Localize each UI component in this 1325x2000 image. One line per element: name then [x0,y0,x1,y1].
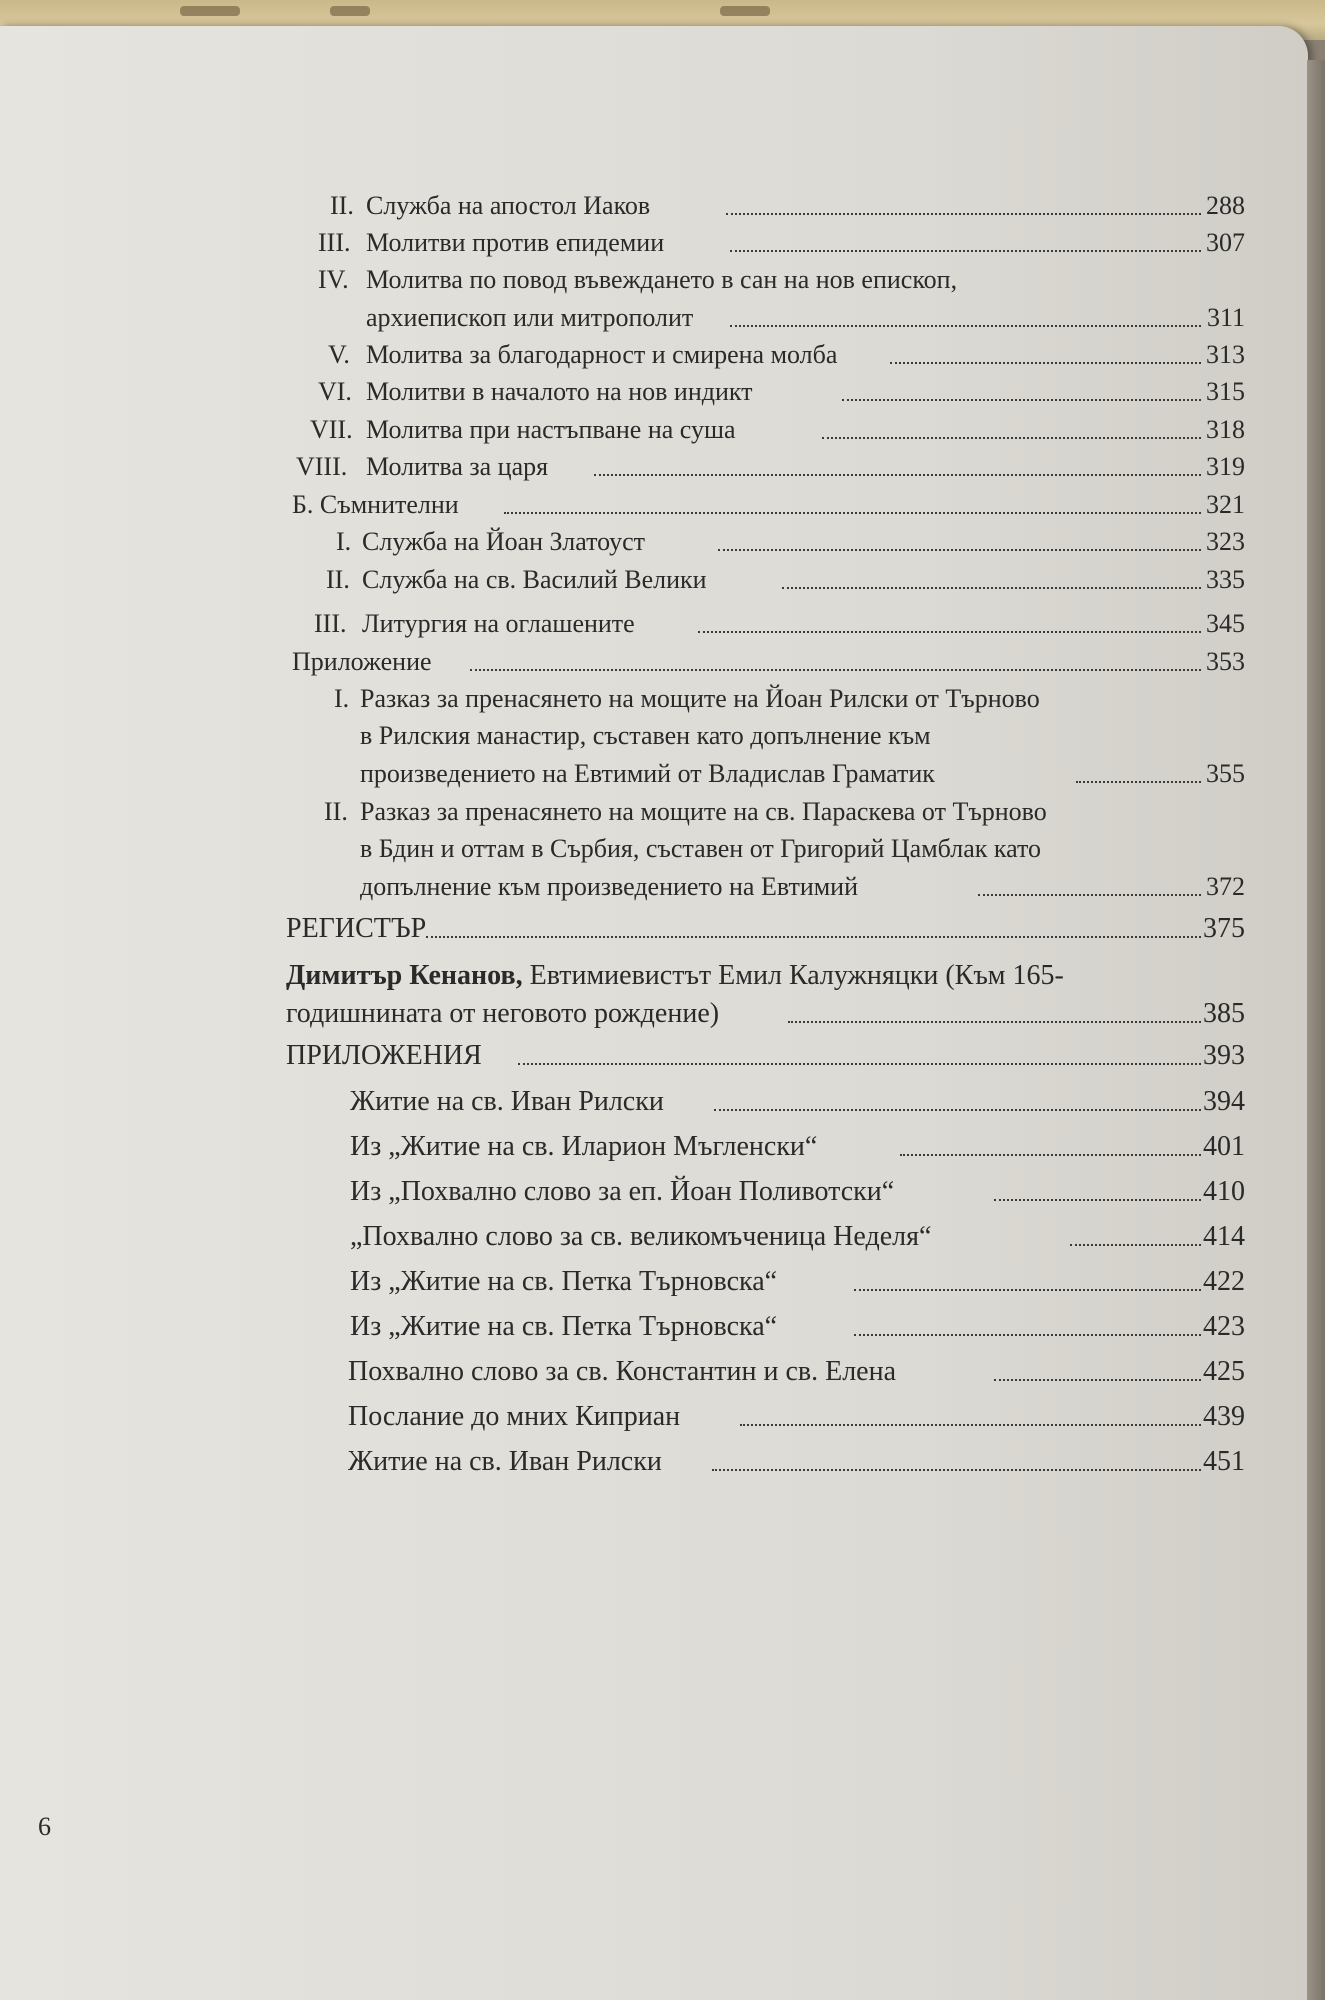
toc-section[interactable] [0,642,1325,682]
dot-leader [994,1379,1201,1381]
entry-page: 345 [1206,609,1245,638]
entry-title: Молитви в началото на нов индикт [366,377,753,406]
entry-title: Из „Житие на св. Иларион Мъгленски“ [350,1131,818,1162]
toc-entry[interactable] [0,1442,1325,1482]
dot-leader [822,437,1201,439]
dot-leader [504,512,1201,514]
dot-leader [1076,781,1201,783]
dot-leader [714,1109,1201,1111]
dot-leader [730,250,1201,252]
toc-entry[interactable] [0,1352,1325,1392]
dot-leader [470,669,1201,671]
entry-page: 335 [1206,565,1245,594]
entry-page: 423 [1203,1311,1245,1342]
entry-page: 410 [1203,1176,1245,1207]
dot-leader [518,1063,1201,1065]
section-title: ПРИЛОЖЕНИЯ [286,1040,482,1071]
dot-leader [426,936,1201,938]
entry-number: I. [334,684,350,713]
entry-page: 414 [1203,1221,1245,1252]
entry-title [286,956,1064,996]
dot-leader [900,1154,1201,1156]
entry-title: Молитва за царя [366,452,549,481]
entry-page: 353 [1206,647,1245,676]
section-title: Приложение [292,647,432,676]
dot-leader [854,1334,1201,1336]
page-number: 6 [38,1812,51,1841]
toc-entry[interactable] [0,1397,1325,1437]
toc-section[interactable] [0,485,1325,525]
author-name: Димитър Кенанов, [286,960,523,991]
entry-title: Разказ за пренасянето на мощите на Йоан Рилски от Търново [360,684,1040,713]
dot-leader [788,1021,1201,1023]
toc-section[interactable] [0,909,1325,949]
toc-entry[interactable] [0,679,1325,719]
entry-number: VII. [310,415,353,444]
entry-title: Житие на св. Иван Рилски [348,1446,662,1477]
entry-title: архиепископ или митрополит [366,303,694,332]
toc-entry-continuation[interactable] [0,867,1325,907]
entry-page: 451 [1203,1446,1245,1477]
entry-title: Разказ за пренасянето на мощите на св. Параскева от Търново [360,797,1047,826]
dot-leader [594,474,1201,476]
dot-leader [740,1424,1201,1426]
toc-entry[interactable] [0,1307,1325,1347]
toc-entry[interactable] [0,186,1325,226]
entry-page: 355 [1206,759,1245,788]
toc-entry[interactable] [0,522,1325,562]
dot-leader [730,325,1201,327]
entry-page: 401 [1203,1131,1245,1162]
entry-title: Молитви против епидемии [366,228,665,257]
toc-entry[interactable] [0,1127,1325,1167]
section-title: РЕГИСТЪР [286,913,427,944]
entry-page: 311 [1206,303,1245,332]
entry-title: Молитва по повод въвеждането в сан на нов епископ, [366,265,958,294]
toc-entry-continuation[interactable] [0,716,1325,756]
toc-entry[interactable] [0,447,1325,487]
toc-entry-continuation[interactable] [0,754,1325,794]
entry-number: III. [314,609,347,638]
entry-page: 319 [1206,452,1245,481]
entry-number: IV. [318,265,349,294]
toc-entry[interactable] [0,604,1325,644]
entry-page: 394 [1203,1086,1245,1117]
dot-leader [994,1199,1201,1201]
toc-entry[interactable] [0,1262,1325,1302]
entry-page: 288 [1206,191,1245,220]
dot-leader [890,362,1201,364]
toc-entry[interactable] [0,1172,1325,1212]
entry-title: в Рилския манастир, съставен като допълнение към [360,721,931,750]
dot-leader [842,399,1201,401]
entry-title: в Бдин и оттам в Сърбия, съставен от Григорий Цамблак като [360,834,1042,863]
entry-number: VIII. [296,452,348,481]
toc-entry[interactable] [0,792,1325,832]
toc-entry-continuation[interactable] [0,829,1325,869]
entry-number: III. [318,228,351,257]
entry-page: 393 [1203,1040,1245,1071]
entry-title: Служба на Йоан Златоуст [362,527,646,556]
entry-number: II. [324,797,348,826]
entry-number: V. [328,340,350,369]
toc-entry[interactable] [0,335,1325,375]
entry-title: „Похвално слово за св. великомъченица Неделя“ [350,1221,932,1252]
toc-entry[interactable] [0,372,1325,412]
entry-page: 439 [1203,1401,1245,1432]
entry-title: Из „Житие на св. Петка Търновска“ [350,1266,778,1297]
toc-entry[interactable] [0,260,1325,300]
entry-title: Похвално слово за св. Константин и св. Елена [348,1356,897,1387]
toc-entry-continuation[interactable] [0,994,1325,1034]
toc-entry-continuation[interactable] [0,298,1325,338]
entry-title: произведението на Евтимий от Владислав Граматик [360,759,935,788]
toc-entry[interactable] [0,1217,1325,1257]
dot-leader [782,587,1201,589]
dot-leader [718,549,1201,551]
entry-title: Из „Житие на св. Петка Търновска“ [350,1311,778,1342]
dot-leader [726,213,1201,215]
entry-page: 313 [1206,340,1245,369]
entry-page: 318 [1206,415,1245,444]
section-title: Б. Съмнителни [292,490,459,519]
dot-leader [712,1469,1201,1471]
toc-entry[interactable] [0,1082,1325,1122]
entry-number: II. [330,191,354,220]
entry-page: 315 [1206,377,1245,406]
toc-entry[interactable] [0,956,1325,996]
entry-page: 372 [1206,872,1245,901]
entry-page: 323 [1206,527,1245,556]
dot-leader [978,894,1201,896]
toc-entry[interactable] [0,223,1325,263]
entry-number: II. [326,565,350,594]
entry-title: Из „Похвално слово за еп. Йоан Поливотски“ [350,1176,895,1207]
entry-page: 422 [1203,1266,1245,1297]
toc-section[interactable] [0,1036,1325,1076]
dot-leader [854,1289,1201,1291]
dot-leader [698,631,1201,633]
entry-page: 307 [1206,228,1245,257]
entry-number: I. [336,527,352,556]
entry-page: 385 [1203,998,1245,1029]
toc-entry[interactable] [0,410,1325,450]
entry-title: Житие на св. Иван Рилски [350,1086,664,1117]
entry-title: Служба на св. Василий Велики [362,565,707,594]
toc-entry[interactable] [0,560,1325,600]
entry-number: VI. [318,377,352,406]
dot-leader [1070,1244,1201,1246]
entry-title: Литургия на оглашените [362,609,635,638]
entry-page: 425 [1203,1356,1245,1387]
entry-page: 321 [1206,490,1245,519]
entry-title: допълнение към произведението на Евтимий [360,872,859,901]
entry-title: Молитва за благодарност и смирена молба [366,340,838,369]
entry-title: Послание до мних Киприан [348,1401,681,1432]
entry-title: Молитва при настъпване на суша [366,415,736,444]
entry-title: Служба на апостол Иаков [366,191,651,220]
article-title: Евтимиевистът Емил Калужняцки (Към 165- [522,960,1064,991]
entry-page: 375 [1203,913,1245,944]
entry-title: годишнината от неговото рождение) [286,998,720,1029]
